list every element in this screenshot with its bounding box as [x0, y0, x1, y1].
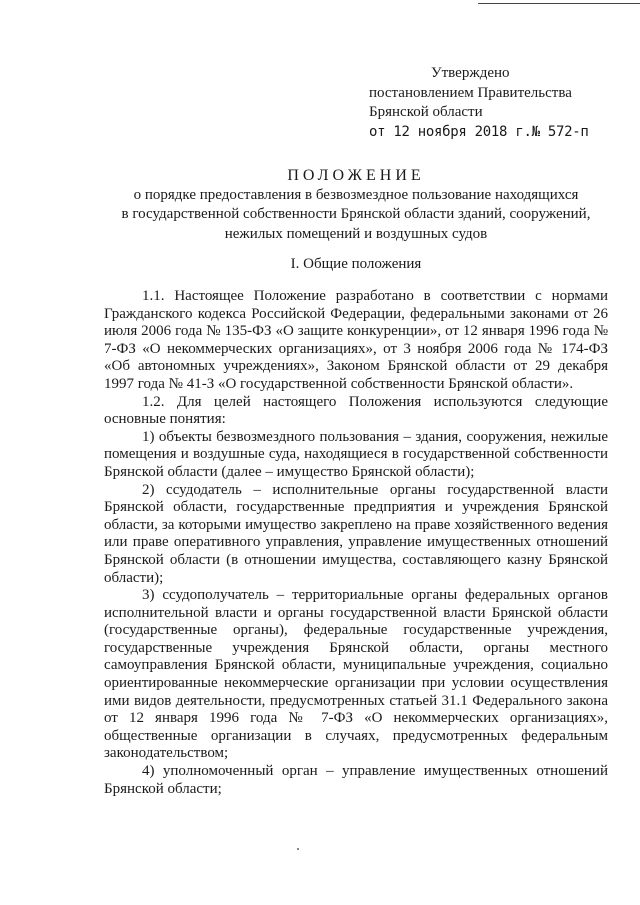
approval-line: Брянской области	[369, 104, 483, 120]
approval-stamp	[369, 64, 588, 142]
approval-line: постановлением Правительства	[369, 84, 572, 101]
approval-line: Утверждено	[431, 65, 510, 81]
paragraph-1-1: 1.1. Настоящее Положение разработано в соответствии с нормами Гражданского кодекса Российской Федерации, федеральными законами от 26 июля 2006 года № 135-ФЗ «О защите конкуренции», от 12 января 1996 года № 7-ФЗ «О некоммерческих организациях», от 3 ноября 2006 года № 174-ФЗ «Об автономных учреждениях», Законом Брянской области от 29 декабря 1997 года № 41-З «О государственной собственности Брянской области».	[104, 288, 608, 392]
document-title-block	[60, 166, 640, 244]
definition-item-1: 1) объекты безвозмездного пользования – здания, сооружения, нежилые помещения и воздушные суда, находящиеся в государственной собственности Брянской области (далее – имущество Брянской области);	[104, 428, 608, 480]
document-body	[104, 288, 608, 798]
document-subtitle: о порядке предоставления в безвозмездное пользование находящихся	[133, 186, 579, 203]
paragraph-1-2: 1.2. Для целей настоящего Положения используются следующие основные понятия:	[104, 393, 608, 428]
definition-item-3: 3) ссудополучатель – территориальные органы федеральных органов исполнительной власти и органы государственной власти Брянской области (государственные органы), федеральные государственные учреждения, государственные учреждения Брянской области, органы местного самоуправления Брянской области, муниципальные учреждения, социально ориентированные некоммерческие организации при условии осуществления ими видов деятельности, предусмотренных статьей 31.1 Федерального закона от 12 января 1996 года № 7-ФЗ «О некоммерческих организациях», общественные организации в случаях, предусмотренных федеральным законодательством;	[104, 587, 608, 762]
scan-speck	[297, 848, 299, 850]
approval-date-number: от 12 ноября 2018 г.№ 572-п	[369, 123, 589, 140]
top-rule	[478, 3, 640, 4]
document-subtitle: в государственной собственности Брянской области зданий, сооружений,	[121, 206, 591, 222]
document-subtitle: нежилых помещений и воздушных судов	[224, 225, 488, 242]
section-heading: I. Общие положения	[290, 256, 422, 272]
definition-item-2: 2) ссудодатель – исполнительные органы государственной власти Брянской области, государственные предприятия и учреждения Брянской области, за которыми имущество закреплено на праве хозяйственного ведения или праве оперативного управления, управление имущественных отношений Брянской области (в отношении имущества, составляющего казну Брянской области);	[104, 481, 608, 586]
document-title: ПОЛОЖЕНИЕ	[287, 167, 425, 184]
definition-item-4: 4) уполномоченный орган – управление имущественных отношений Брянской области;	[104, 763, 608, 797]
